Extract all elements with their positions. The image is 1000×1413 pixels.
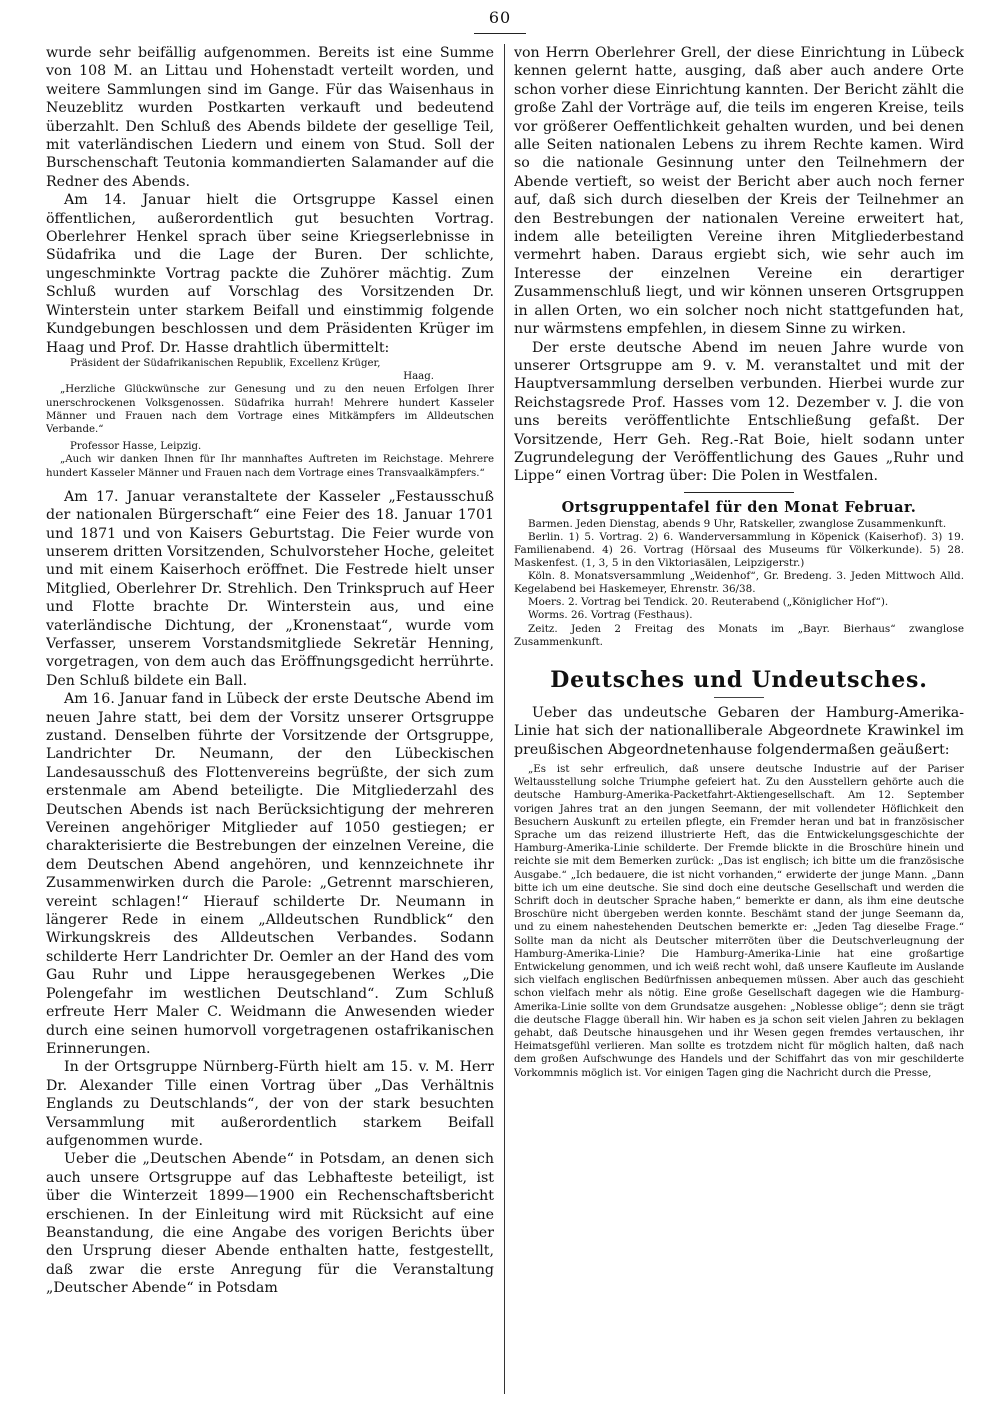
heading-rule <box>714 697 764 698</box>
table-title: Ortsgruppentafel für den Monat Februar. <box>561 498 917 516</box>
table-entry: Berlin. 1) 5. Vortrag. 2) 6. Wanderversammlung in Köpenick (Kaiserhof). 3) 19. Familienabend. 4) 26. Vortrag (Hörsaal des Museums für Völkerkunde). 5) 28. Maskenfest. (1, 3, 5 in den Viktoriasälen, Leipzigerstr.) <box>514 530 964 570</box>
telegram-text: „Herzliche Glückwünsche zur Genesung und zu den neuen Erfolgen Ihrer unerschrockenen Volksgenossen. Südafrika hurrah! Mehrere hundert Kasseler Männer und Frauen nach dem Vortrage eines Mitkämpfers im Alldeutschen Verbande.“ <box>46 384 494 435</box>
paragraph-nuernberg: In der Ortsgruppe Nürnberg-Fürth hielt am 15. v. M. Herr Dr. Alexander Tille einen Vortrag über „Das Verhältnis Englands zu Deutschlands“, der von der stark besuchten Versammlung mit außerordentlich starkem Beifall aufgenommen wurde. <box>46 1059 494 1149</box>
table-entry: Worms. 26. Vortrag (Festhaus). <box>528 609 693 622</box>
table-entry: Barmen. Jeden Dienstag, abends 9 Uhr, Ratskeller, zwanglose Zusammenkunft. <box>528 517 947 530</box>
right-column <box>514 44 964 1404</box>
telegram-place: Haag. <box>403 371 434 383</box>
telegram-krueger <box>46 357 494 436</box>
paragraph-first-german-evening: Der erste deutsche Abend im neuen Jahre wurde von unserer Ortsgruppe am 9. v. M. veranstaltet und mit der Hauptversammlung derselben verbunden. Hierbei wurde zur Reichstagsrede Prof. Hasses vom 12. Dezember v. J. die von uns bereits veröffentlichte Entschließung gefaßt. Der Vorsitzende, Herr Geh. Reg.-Rat Boie, hielt sodann unter Zugrundelegung der Veröffentlichung des Gaues „Ruhr und Lippe“ einen Vortrag über: Die Polen in Westfalen. <box>514 339 964 485</box>
paragraph-intro: Ueber das undeutsche Gebaren der Hamburg-Amerika-Linie hat sich der nationalliberale Abgeordnete Krawinkel im preußischen Abgeordnetenhause folgendermaßen geäußert: <box>514 704 964 758</box>
telegram-text: „Auch wir danken Ihnen für Ihr mannhaftes Auftreten im Reichstage. Mehrere hundert Kasseler Männer und Frauen nach dem Vortrage eines Transvaalkämpfers.“ <box>46 454 494 479</box>
table-entry: Moers. 2. Vortrag bei Tendick. 20. Reuterabend („Königlicher Hof“). <box>528 596 889 609</box>
header-rule <box>474 33 526 34</box>
telegram-hasse <box>46 440 494 480</box>
section-heading: Deutsches und Undeutsches. <box>550 666 928 693</box>
paragraph-luebeck: Am 16. Januar fand in Lübeck der erste Deutsche Abend im neuen Jahre statt, bei dem der Vorsitz unserer Ortsgruppe zustand. Denselben führte der Vorsitzende der Ortsgruppe, Landrichter Dr. Neumann, der den Lübeckischen Landesausschuß des Flottenvereins begrüßte, der sich zum erstenmale am Abend beteiligte. Die Mitgliederzahl des Deutschen Abends ist nach Berücksichtigung der mehreren Vereinen angehöriger Mitglieder auf 1050 gestiegen; er charakterisierte die Bestrebungen der einzelnen Vereine, die dem Deutschen Abend angehören, und kennzeichnete ihr Zusammenwirken durch die Parole: „Getrennt marschieren, vereint schlagen!“ Hierauf schilderte Dr. Neumann in längerer Rede in einem „Alldeutschen Rundblick“ den Wirkungskreis des Alldeutschen Verbandes. Sodann schilderte Herr Landrichter Dr. Oemler an der Hand des vom Gau Ruhr und Lippe herausgegebenen Werkes „Die Polengefahr im westlichen Deutschland“. Zum Schluß erfreute Herr Maler C. Weidmann die Anwesenden wieder durch eine seinen humorvoll vorgetragenen ostafrikanischen Erinnerungen. <box>46 691 494 1057</box>
page-number: 60 <box>488 8 512 27</box>
paragraph-potsdam: Ueber die „Deutschen Abende“ in Potsdam, an denen sich auch unsere Ortsgruppe auf das Lebhafteste beteiligt, ist über die Winterzeit 1899—1900 ein Rechenschaftsbericht erschienen. In der Einleitung wird mit Rücksicht auf eine Beanstandung, die eine Angabe des vorigen Berichts über den Ursprung dieser Abende enthalten hatte, festgestellt, daß zwar die erste Anregung für die Veranstaltung „Deutscher Abende“ in Potsdam <box>46 1151 494 1297</box>
speech-quote: „Es ist sehr erfreulich, daß unsere deutsche Industrie auf der Pariser Weltausstellung solche Triumphe gefeiert hat. Zu den Ausstellern gehörte auch die deutsche Hamburg-Amerika-Packetfahrt-Aktiengesellschaft. Am 12. September vorigen Jahres trat an den jungen Seemann, der mit vollendeter Höflichkeit den Besuchern Auskunft zu erteilen pflegte, ein Fremder heran und bat in französischer Sprache um das reizend illustrierte Heft, das die Entwickelungsgeschichte der Hamburg-Amerika-Linie schilderte. Der Fremde blickte in die Broschüre hinein und reichte sie mit dem Bemerken zurück: „Das ist englisch; ich bitte um die französische Ausgabe.“ „Ich bedauere, die ist nicht vorhanden,“ erwiderte der junge Mann. „Dann bitte ich um eine deutsche. Sie sind doch eine deutsche Gesellschaft und werden die Schrift doch in deutscher Sprache haben,“ bemerkte er dann, als ihm eine deutsche Broschüre nicht übergeben werden konnte. Beschämt stand der junge Seemann da, und zu einem nahestehenden Deutschen bemerkte er: „Jeden Tag dieselbe Frage.“ Sollte man da nicht als Deutscher miterröten über die Deutschverleugnung der Hamburg-Amerika-Linie? Die Hamburg-Amerika-Linie hat eine großartige Entwickelung genommen, und ich weiß recht wohl, daß unsere Kaufleute im Auslande sich vielfach englischen Bedürfnissen anbequemen müssen. Aber auch das geschieht schon vielfach mehr als nötig. Eine große Gesellschaft dagegen wie die Hamburg-Amerika-Linie sollte von dem Grundsatze ausgehen: „Noblesse oblige“; denn sie trägt die deutsche Flagge überall hin. Wir haben es ja schon seit vielen Jahren zu beklagen gehabt, daß Deutsche hinausgehen und ihr Wesen gegen fremdes vertauschen, ihr Heimatsgefühl verlieren. Man sollte es trotzdem nicht für möglich halten, daß nach dem großen Aufschwunge des Handels und der Schiffahrt das von mir geschilderte Vorkommnis möglich ist. Vor einigen Tagen ging die Nachricht durch die Presse, <box>514 763 964 1079</box>
paragraph-continuation: wurde sehr beifällig aufgenommen. Bereits ist eine Summe von 108 M. an Littau und Hohenstadt verteilt worden, und weitere Sammlungen sind im Gange. Für das Waisenhaus in Neuzeblitz wurden Postkarten verkauft und bedeutend überzahlt. Den Schluß des Abends bildete der gesellige Teil, mit vaterländischen Liedern und einem von Stud. Soll der Burschenschaft Teutonia kommandierten Salamander auf die Redner des Abends. <box>46 45 494 190</box>
ortsgruppen-table <box>514 499 964 649</box>
telegram-address: Professor Hasse, Leipzig. <box>70 441 202 453</box>
paragraph-kassel-lecture: Am 14. Januar hielt die Ortsgruppe Kassel einen öffentlichen, außerordentlich gut besuchten Vortrag. Oberlehrer Henkel sprach über seine Kriegserlebnisse in Südafrika und die Lage der Buren. Der schlichte, ungeschminkte Vortrag packte die Zuhörer mächtig. Zum Schluß wurden auf Vorschlag des Vorsitzenden Dr. Winterstein unter starkem Beifall und einstimmig folgende Kundgebungen beschlossen und dem Präsidenten Krüger im Haag und Prof. Dr. Hasse drahtlich übermittelt: <box>46 192 494 356</box>
section-divider <box>684 492 794 493</box>
table-entry: Köln. 8. Monatsversammlung „Weidenhof“, Gr. Bredeng. 3. Jeden Mittwoch Alld. Kegelabend bei Haskemeyer, Ehrenstr. 36/38. <box>514 570 964 596</box>
telegram-address: Präsident der Südafrikanischen Republik, Excellenz Krüger, <box>70 357 381 369</box>
paragraph-continuation: von Herrn Oberlehrer Grell, der diese Einrichtung in Lübeck kennen gelernt hatte, ausging, daß aber auch andere Orte schon vorher diese Einrichtung kannten. Der Bericht zählt die große Zahl der Vorträge auf, die teils im engeren Kreise, teils vor größerer Oeffentlichkeit gehalten wurden, und bei denen alle Seiten nationalen Lebens zu ihrem Rechte kamen. Wird so die nationale Gesinnung unter den Teilnehmern der Abende vertieft, so weist der Bericht aber auch noch ferner auf, daß sich durch dieselben der Kreis der Teilnehmer an den Bestrebungen der nationalen Vereine erweitert hat, indem alle beteiligten Vereine ihren Mitgliederbestand vermehrt haben. Daraus ergiebt sich, wie sehr auch im Interesse der einzelnen Vereine ein derartiger Zusammenschluß liegt, und wir können unseren Ortsgruppen in allen Orten, wo ein solcher noch nicht stattgefunden hat, nur wärmstens empfehlen, in diesem Sinne zu wirken. <box>514 45 964 338</box>
table-entry: Zeitz. Jeden 2 Freitag des Monats im „Bayr. Bierhaus“ zwanglose Zusammenkunft. <box>514 622 964 648</box>
column-divider <box>504 44 505 1394</box>
left-column <box>46 44 494 1404</box>
paragraph-kassel-festival: Am 17. Januar veranstaltete der Kasseler „Festausschuß der nationalen Bürgerschaft“ eine Feier des 18. Januar 1701 und 1871 und von Kaisers Geburtstag. Die Feier wurde von unserem dritten Vorsitzenden, Schulvorsteher Hoche, geleitet und mit einem Kaiserhoch eröffnet. Die Festrede hielt unser Mitglied, Oberlehrer Dr. Strehlich. Den Trinkspruch auf Heer und Flotte brachte Dr. Winterstein aus, und eine vaterländische Dichtung, der „Kronenstaat“, wurde vom Verfasser, unserem Vorstandsmitgliede Sekretär Henning, vorgetragen, von dem auch das Eröffnungsgedicht herrührte. Den Schluß bildete ein Ball. <box>46 488 494 689</box>
